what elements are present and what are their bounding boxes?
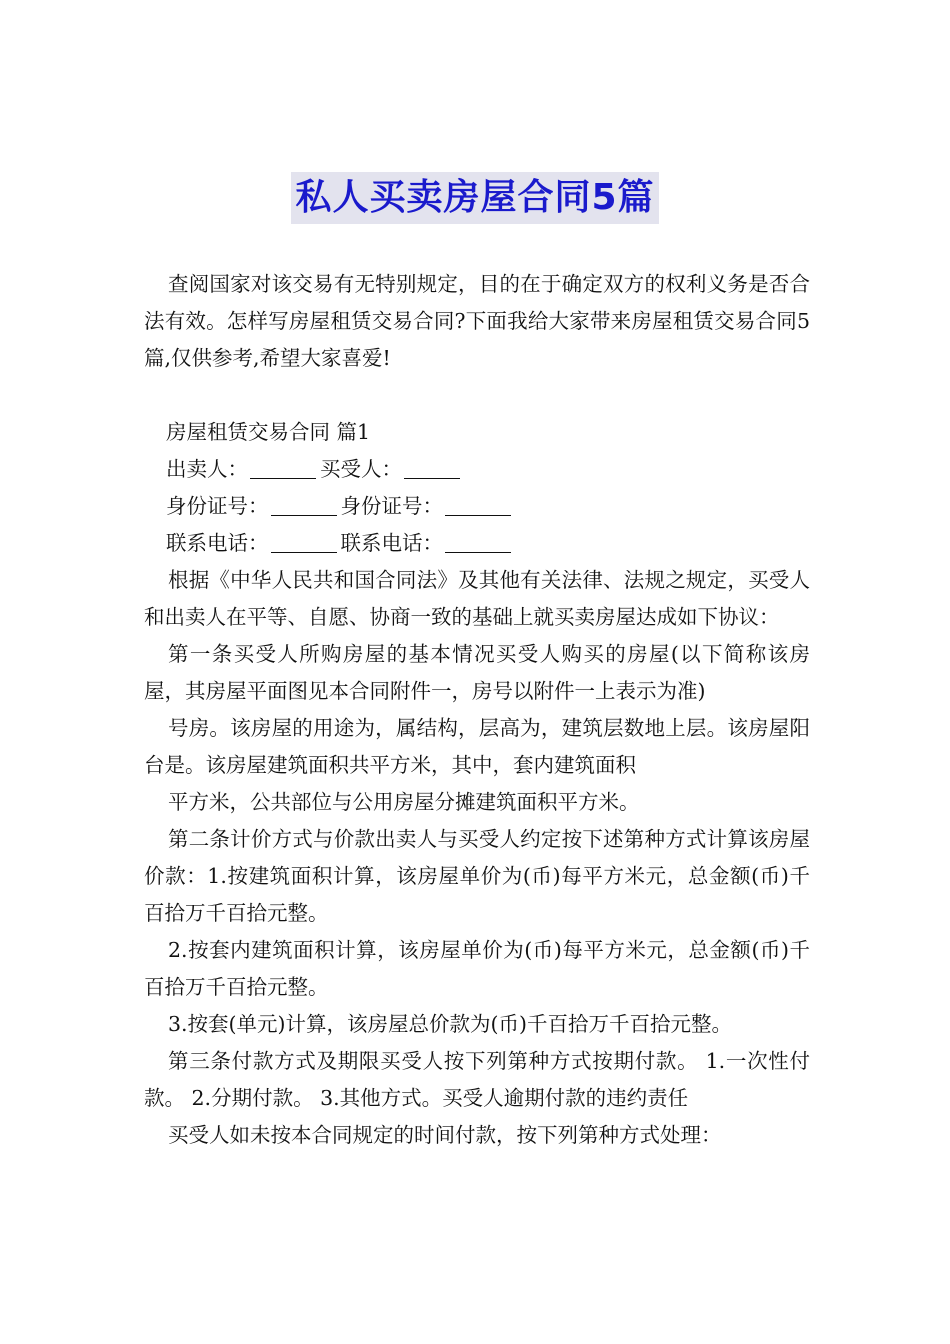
paragraph-price-option-2: 2.按套内建筑面积计算，该房屋单价为(币)每平方米元，总金额(币)千百拾万千百拾元整。 [144,938,810,999]
section-heading: 房屋租赁交易合同 篇1 [166,420,371,444]
paragraph-article-1: 第一条买受人所购房屋的基本情况买受人购买的房屋(以下简称该房屋，其房屋平面图见本合同附件一，房号以附件一上表示为准) [144,642,810,703]
document-body [144,266,810,1154]
buyer-blank [404,458,460,479]
buyer-label: 买受人： [320,457,402,481]
paragraph-article-2: 第二条计价方式与价款出卖人与买受人约定按下述第种方式计算该房屋价款：1.按建筑面积计算，该房屋单价为(币)每平方米元，总金额(币)千百拾万千百拾元整。 [144,827,810,925]
title-container [0,172,950,224]
seller-id-label: 身份证号： [166,494,269,518]
buyer-id-label: 身份证号： [340,494,443,518]
intro-paragraph: 查阅国家对该交易有无特别规定，目的在于确定双方的权利义务是否合法有效。怎样写房屋租赁交易合同?下面我给大家带来房屋租赁交易合同5篇,仅供参考,希望大家喜爱! [144,272,810,370]
seller-buyer-line [144,451,810,488]
phone-line [144,525,810,562]
paragraph-price-option-3: 3.按套(单元)计算，该房屋总价款为(币)千百拾万千百拾元整。 [168,1012,733,1036]
paragraph-late-payment: 买受人如未按本合同规定的时间付款，按下列第种方式处理： [168,1123,722,1147]
paragraph-house-info: 号房。该房屋的用途为，属结构，层高为，建筑层数地上层。该房屋阳台是。该房屋建筑面积共平方米，其中，套内建筑面积 [144,716,810,777]
seller-id-blank [271,495,337,516]
seller-phone-label: 联系电话： [166,531,269,555]
seller-label: 出卖人： [166,457,248,481]
buyer-id-blank [445,495,511,516]
paragraph-article-3: 第三条付款方式及期限买受人按下列第种方式按期付款。 1.一次性付款。 2.分期付款。 3.其他方式。买受人逾期付款的违约责任 [144,1049,810,1110]
document-title: 私人买卖房屋合同5篇 [291,172,658,224]
buyer-phone-label: 联系电话： [340,531,443,555]
spacer [144,377,810,414]
paragraph-basis: 根据《中华人民共和国合同法》及其他有关法律、法规之规定，买受人和出卖人在平等、自愿、协商一致的基础上就买卖房屋达成如下协议： [144,568,810,629]
seller-phone-blank [271,532,337,553]
buyer-phone-blank [445,532,511,553]
paragraph-area: 平方米，公共部位与公用房屋分摊建筑面积平方米。 [168,790,640,814]
seller-blank [250,458,316,479]
id-number-line [144,488,810,525]
